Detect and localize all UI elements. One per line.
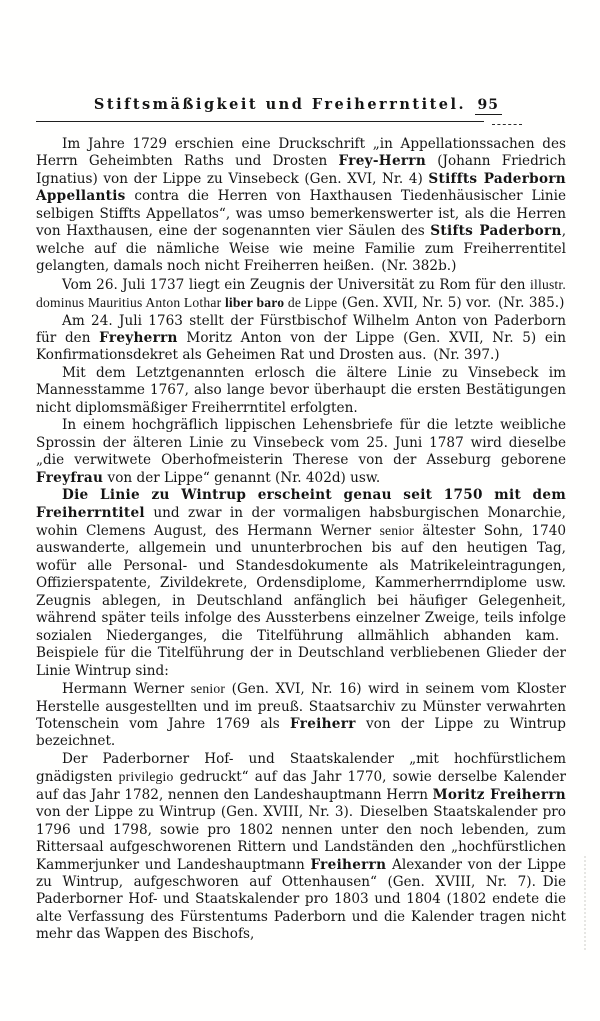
- emphasis-text: Stifts Paderborn: [430, 223, 562, 240]
- body-text: Alexander von der Lippe zu Wintrup, aufgeschworen auf Ottenhausen“ (Gen. XVIII, Nr. 7). Die Paderborner Hof- und Staatskalender pro 1803 und 1804 (1802 endete die alte Verfassung des Fürstentums Paderborn und die Kalender tragen nicht mehr das Wappen des Bischofs,: [36, 856, 566, 943]
- antiqua-text: senior: [190, 681, 226, 697]
- emphasis-text: Freiherr: [290, 715, 356, 732]
- emphasis-text: Freyfrau: [36, 469, 104, 486]
- scan-artifact-dots: [584, 856, 586, 950]
- paragraph: [36, 417, 566, 487]
- body-text: von der Lippe“ genannt (Nr. 402d) usw.: [103, 469, 381, 486]
- header-rule: [36, 121, 484, 122]
- body-text: Am 24. Juli 1763 stellt der Fürstbischof Wilhelm Anton von Paderborn für den: [36, 312, 566, 346]
- body-text: Der Paderborner Hof- und Staatskalender „mit hochfürstlichem gnädigsten: [36, 750, 566, 786]
- body-text: Vom 26. Juli 1737 liegt ein Zeugnis der Universität zu Rom für den: [62, 276, 531, 293]
- emphasis-text: Die Linie zu Wintrup erscheint genau seit 1750 mit dem Freiherrntitel: [36, 487, 566, 521]
- running-head-title: Stiftsmäßigkeit und Freiherrntitel.: [93, 96, 467, 113]
- antiqua-text: de Lippe: [284, 295, 338, 311]
- body-text: In einem hochgräflich lippischen Lehensbriefe für die letzte weibliche Sprossin der älteren Linie zu Vinsebeck vom 25. Juni 1787 wird dieselbe „die verwitwete Oberhofmeisterin Therese von der Asseburg geborene: [36, 417, 566, 469]
- body-text: (Gen. XVII, Nr. 5) vor. (Nr. 385.): [337, 295, 565, 312]
- paragraph: [36, 487, 566, 680]
- paragraph: [36, 313, 566, 365]
- body-text: (Gen. XVI, Nr. 16) wird in seinem vom Kloster Herstelle ausgestellten und im preuß. Staatsarchiv zu Münster verwahrten Totenschein vom Jahre 1769 als: [36, 681, 566, 732]
- emphasis-text: liber baro: [224, 295, 285, 311]
- body-text: Hermann Werner: [62, 681, 191, 698]
- text-block: [36, 136, 566, 944]
- paragraph: [36, 276, 566, 313]
- emphasis-text: Stiffts Paderborn Appellantis: [36, 170, 566, 205]
- body-text: , welche auf die nämliche Weise wie meine Familie zum Freiherrentitel gelangten, damals noch nicht Freiherren heißen. (Nr. 382b.): [36, 223, 567, 275]
- body-text: und zwar in der vormaligen habsburgischen Monarchie, wohin Clemens August, des Hermann Werner: [36, 504, 566, 539]
- body-text: gedruckt“ auf das Jahr 1770, sowie derselbe Kalender auf das Jahr 1782, nennen den Landeshauptmann Herrn: [36, 769, 566, 803]
- antiqua-text: senior: [379, 522, 414, 538]
- body-text: contra die Herren von Haxthausen Tiedenhäusischer Linie selbigen Stiffts Appellatos“, was umso bemerkenswerter ist, als die Herren von Haxthausen, eine der sogenannten vier Säulen des: [36, 188, 566, 240]
- body-text: Moritz Anton von der Lippe (Gen. XVII, Nr. 5) ein Konfirmationsdekret als Geheimen Rat und Drosten aus. (Nr. 397.): [36, 329, 566, 364]
- paragraph: [36, 365, 566, 417]
- paragraph: [36, 751, 566, 944]
- emphasis-text: Freyherrn: [99, 329, 178, 346]
- body-text: Mit dem Letztgenannten erlosch die ältere Linie zu Vinsebeck im Mannesstamme 1767, also lange bevor überhaupt die ersten Bestätigungen nicht diplomsmäßiger Freiherrntitel erfolgten.: [36, 364, 566, 416]
- paragraph: [36, 680, 566, 751]
- emphasis-text: Freiherrn: [310, 856, 387, 873]
- body-text: ältester Sohn, 1740 auswanderte, allgemein und ununterbrochen bis auf den heutigen Tag, wofür alle Personal- und Standesdokumente als Matrikeleintragungen, Offizierspatente, Zivildekrete, Ordensdiplome, Kammerherrndiplome usw. Zeugnis ablegen, in Deutschland anfänglich bei häufiger Gelegenheit, während später teils infolge des Aussterbens einzelner Zweige, teils infolge sozialen Niederganges, die Titelführung allmählich abhanden kam. Beispiele für die Titelführung der in Deutschland verbliebenen Glieder der Linie Wintrup sind:: [36, 522, 566, 679]
- body-text: von der Lippe zu Wintrup (Gen. XVIII, Nr. 3). Dieselben Staatskalender pro 1796 und 1798, sowie pro 1802 nennen unter den noch lebenden, zum Rittersaal aufgeschworenen Rittern und Landständen den „hochfürstlichen Kammerjunker und Landeshauptmann: [36, 804, 566, 873]
- header-rule-fragment: [492, 124, 522, 125]
- antiqua-text: illustr. dominus Mauritius Anton Lothar: [36, 276, 566, 311]
- antiqua-text: privilegio: [118, 769, 174, 785]
- emphasis-text: Frey-Herrn: [338, 153, 427, 170]
- running-head: [36, 96, 564, 120]
- emphasis-text: Moritz Freiherrn: [432, 786, 566, 803]
- paragraph: [36, 136, 566, 276]
- page-number: 95: [475, 97, 502, 115]
- body-text: Im Jahre 1729 erschien eine Druckschrift „in Appellationssachen des Herrn Geheimbten Raths und Drosten: [36, 136, 566, 170]
- body-text: von der Lippe zu Wintrup bezeichnet.: [36, 715, 566, 750]
- body-text: (Johann Friedrich Ignatius) von der Lippe zu Vinsebeck (Gen. XVI, Nr. 4): [36, 153, 567, 187]
